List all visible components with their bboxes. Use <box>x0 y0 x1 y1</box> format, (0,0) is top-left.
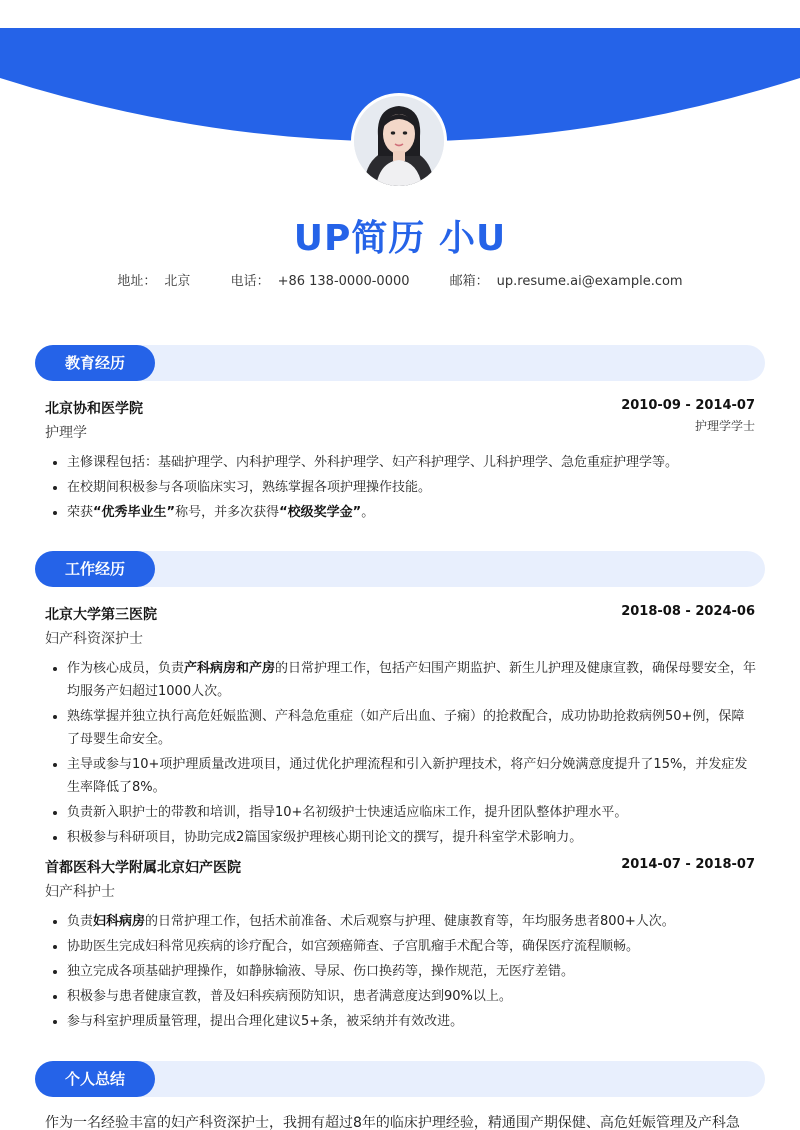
candidate-name: UP简历 小U <box>293 218 507 259</box>
school-name: 北京协和医学院 <box>45 401 143 417</box>
address-label: 地址： <box>117 274 157 289</box>
education-bullets <box>45 451 757 526</box>
job-1-header <box>45 604 755 624</box>
major: 护理学 <box>45 425 87 441</box>
list-item: • 协助医生完成妇科常见疾病的诊疗配合，如宫颈癌筛查、子宫肌瘤手术配合等，确保医疗流程顺畅。 <box>67 935 757 958</box>
job-1-role: 妇产科资深护士 <box>45 631 143 647</box>
job-1-date: 2018-08 - 2024-06 <box>621 604 755 619</box>
address-value: 北京 <box>164 274 191 289</box>
section-title-work: 工作经历 <box>35 551 155 587</box>
phone-label: 电话： <box>230 274 270 289</box>
job-2-date: 2014-07 - 2018-07 <box>621 857 755 872</box>
section-header-work <box>35 551 765 587</box>
job-2-header <box>45 857 755 877</box>
list-item: • 作为核心成员，负责产科病房和产房的日常护理工作，包括产妇围产期监护、新生儿护理及健康宣教，确保母婴安全，年均服务产妇超过1000人次。 <box>67 657 757 703</box>
list-item: • 熟练掌握并独立执行高危妊娠监测、产科急危重症（如产后出血、子痫）的抢救配合，成功协助抢救病例50+例，保障了母婴生命安全。 <box>67 705 757 751</box>
list-item: • 独立完成各项基础护理操作，如静脉输液、导尿、伤口换药等，操作规范，无医疗差错。 <box>67 960 757 983</box>
avatar <box>351 93 447 189</box>
list-item: • 主修课程包括：基础护理学、内科护理学、外科护理学、妇产科护理学、儿科护理学、急危重症护理学等。 <box>67 451 757 474</box>
phone-value: +86 138-0000-0000 <box>277 274 410 289</box>
contact-line <box>0 270 800 289</box>
job-1-bullets <box>45 657 757 851</box>
list-item: • 在校期间积极参与各项临床实习，熟练掌握各项护理操作技能。 <box>67 476 757 499</box>
section-header-education <box>35 345 765 381</box>
job-1-org: 北京大学第三医院 <box>45 607 157 623</box>
section-header-summary <box>35 1061 765 1097</box>
list-item: • 负责新入职护士的带教和培训，指导10+名初级护士快速适应临床工作，提升团队整体护理水平。 <box>67 801 757 824</box>
job-2-role: 妇产科护士 <box>45 884 115 900</box>
section-title-summary: 个人总结 <box>35 1061 155 1097</box>
list-item: • 负责妇科病房的日常护理工作，包括术前准备、术后观察与护理、健康教育等，年均服务患者800+人次。 <box>67 910 757 933</box>
summary-text: 作为一名经验丰富的妇产科资深护士，我拥有超过8年的临床护理经验，精通围产期保健、高危妊娠管理及产科急 <box>45 1115 740 1130</box>
list-item: • 积极参与科研项目，协助完成2篇国家级护理核心期刊论文的撰写，提升科室学术影响力。 <box>67 826 757 849</box>
job-2-bullets <box>45 910 757 1035</box>
section-title-education: 教育经历 <box>35 345 155 381</box>
degree: 护理学学士 <box>694 419 755 433</box>
list-item: • 积极参与患者健康宣教，普及妇科疾病预防知识，患者满意度达到90%以上。 <box>67 985 757 1008</box>
job-2-org: 首都医科大学附属北京妇产医院 <box>45 860 241 876</box>
list-item: • 荣获“优秀毕业生”称号，并多次获得“校级奖学金”。 <box>67 501 757 524</box>
contact-address <box>117 274 194 289</box>
list-item: • 参与科室护理质量管理，提出合理化建议5+条，被采纳并有效改进。 <box>67 1010 757 1033</box>
contact-phone <box>231 274 414 289</box>
email-label: 邮箱： <box>449 274 489 289</box>
list-item: • 主导或参与10+项护理质量改进项目，通过优化护理流程和引入新护理技术，将产妇分娩满意度提升了15%，并发症发生率降低了8%。 <box>67 753 757 799</box>
contact-email <box>450 274 683 289</box>
avatar-portrait-icon <box>354 96 444 186</box>
education-entry-header <box>45 398 755 418</box>
email-value: up.resume.ai@example.com <box>496 274 683 289</box>
education-date: 2010-09 - 2014-07 <box>621 398 755 413</box>
